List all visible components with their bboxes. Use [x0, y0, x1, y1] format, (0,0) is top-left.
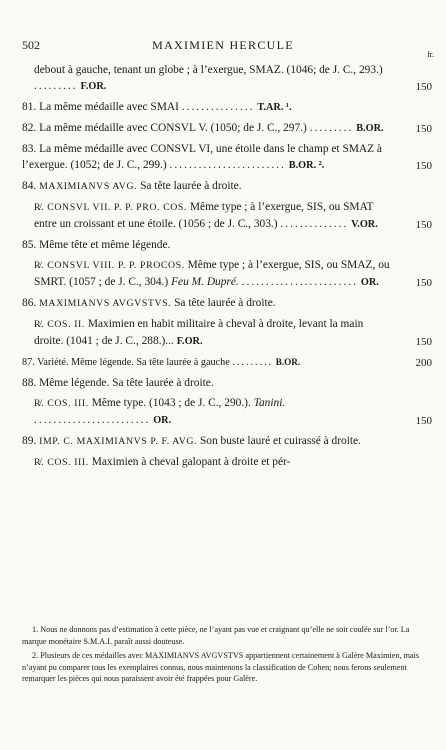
catalogue-entry	[22, 354, 432, 371]
catalogue-entry	[22, 454, 432, 471]
entry-metal: F.OR.	[176, 336, 203, 347]
catalogue-entry	[22, 120, 432, 137]
entry-number: 86.	[22, 297, 37, 309]
entry-metal: T.AR. ¹.	[257, 102, 292, 113]
entry-value: 150	[415, 415, 432, 427]
entry-description: Son buste lauré et cuirassé à droite.	[199, 435, 361, 447]
entry-description: Maximien à cheval galopant à droite et pér-	[91, 456, 291, 468]
footnote: 1. Nous ne donnons pas d’estimation à cette pièce, ne l’ayant pas vue et craignant qu’elle ne soit coulée sur l’or. La marque monétaire S.M.A.I. paraît aussi douteuse.	[22, 625, 410, 646]
entry-collection: Feu M. Dupré.	[171, 276, 239, 288]
entry-description: Même tête et même légende.	[39, 239, 171, 251]
entry-leader: ........................	[34, 414, 151, 426]
entry-description: Sa tête laurée à droite.	[140, 180, 242, 192]
entry-legend: R̸. COS. II.	[34, 319, 85, 330]
catalogue-entry	[22, 178, 432, 195]
catalogue-entry	[22, 316, 432, 350]
entry-number: 89.	[22, 435, 37, 447]
catalogue-entry	[22, 141, 432, 174]
entry-value: 150	[415, 123, 432, 135]
entry-number: 88.	[22, 377, 37, 389]
entry-leader: .........	[309, 122, 354, 134]
entry-legend: R̸. COS. III.	[34, 398, 89, 409]
entry-value: 150	[415, 336, 432, 348]
entry-number: 83.	[22, 143, 37, 155]
entry-number: 84.	[22, 180, 37, 192]
entry-description: debout à gauche, tenant un globe ; à l’exergue, SMAZ. (1046; de J. C., 293.)	[34, 64, 383, 76]
entry-metal: B.OR.	[356, 123, 384, 134]
entry-description: Même type. (1043 ; de J. C., 290.).	[91, 397, 251, 409]
entry-metal: V.OR.	[351, 219, 378, 230]
entry-legend: MAXIMIANVS AVG.	[39, 181, 138, 192]
entry-description: Même type ; à l’exergue, SIS, ou SMAZ, ou SMRT. (1057 ; de J. C., 304.)	[34, 259, 390, 288]
entry-legend: R̸. COS. III.	[34, 457, 89, 468]
entry-metal: OR.	[153, 415, 172, 426]
catalogue-entry	[22, 433, 432, 450]
catalogue-entry	[22, 62, 432, 95]
entry-collection: Tanini.	[253, 397, 286, 409]
footnote: 2. Plusieurs de ces médailles avec MAXIMIANVS AVGVSTVS appartiennent certainement à Galère Maximien, mais n’ayant pu comparer tous les exemplaires connus, nous maintenons la classification de Cohen; nous ferons seulement remarquer les pièces qui nous paraissent avoir été frappées pour Galère.	[22, 651, 420, 684]
entry-number: 82.	[22, 122, 37, 134]
entry-description: Même légende. Sa tête laurée à droite.	[39, 377, 214, 389]
catalogue-entry	[22, 199, 432, 233]
entry-description: La même médaille avec CONSVL V. (1050; de J. C., 297.)	[39, 122, 307, 134]
entry-description: Même type ; à l’exergue, SIS, ou SMAT entre un croissant et une étoile. (1056 ; de J. C., 303.)	[34, 201, 374, 230]
entry-description: Variété. Même légende. Sa tête laurée à gauche	[37, 357, 230, 368]
catalogue-entry	[22, 237, 432, 253]
running-title: MAXIMIEN HERCULE	[152, 38, 294, 52]
entry-legend: R̸. CONSVL VIII. P. P. PROCOS.	[34, 260, 185, 271]
entry-value: 150	[415, 277, 432, 289]
entry-metal: B.OR. ².	[288, 160, 325, 171]
entry-leader: .........	[232, 357, 274, 368]
entry-metal: B.OR.	[275, 357, 301, 367]
entry-leader: ...............	[181, 101, 255, 113]
entry-description: Sa tête laurée à droite.	[174, 297, 276, 309]
entry-value: 150	[415, 219, 432, 231]
page-header	[22, 38, 424, 54]
catalogue-entries	[22, 62, 432, 475]
entry-leader: ..............	[280, 218, 349, 230]
entry-leader: ........................	[169, 159, 286, 171]
entry-value: 150	[415, 160, 432, 172]
entry-legend: IMP. C. MAXIMIANVS P. F. AVG.	[39, 436, 198, 447]
catalogue-entry	[22, 295, 432, 312]
entry-description: La même médaille avec CONSVL VI, une étoile dans le champ et SMAZ à l’exergue. (1052; de J. C., 299.)	[22, 143, 382, 171]
catalogue-entry	[22, 395, 432, 429]
entry-description: Maximien en habit militaire à cheval à droite, levant la main droite. (1041 ; de J. C., 288.)...	[34, 318, 364, 347]
entry-leader: ........................	[241, 276, 358, 288]
catalogue-entry	[22, 257, 432, 291]
entry-metal: OR.	[360, 277, 379, 288]
page-number: 502	[22, 38, 40, 52]
footnotes	[22, 624, 432, 688]
entry-leader: .........	[34, 80, 78, 92]
unit-label: fr.	[427, 50, 434, 59]
entry-number: 85.	[22, 239, 37, 251]
entry-value: 200	[415, 357, 432, 369]
catalogue-entry	[22, 99, 432, 116]
entry-legend: R̸. CONSVL VII. P. P. PRO. COS.	[34, 202, 188, 213]
entry-number: 87.	[22, 357, 35, 368]
entry-number: 81.	[22, 101, 37, 113]
catalogue-entry	[22, 375, 432, 391]
entry-description: La même médaille avec SMAI	[39, 101, 179, 113]
entry-metal: F.OR.	[80, 81, 107, 92]
entry-legend: MAXIMIANVS AVGVSTVS.	[39, 298, 172, 309]
entry-value: 150	[415, 81, 432, 93]
